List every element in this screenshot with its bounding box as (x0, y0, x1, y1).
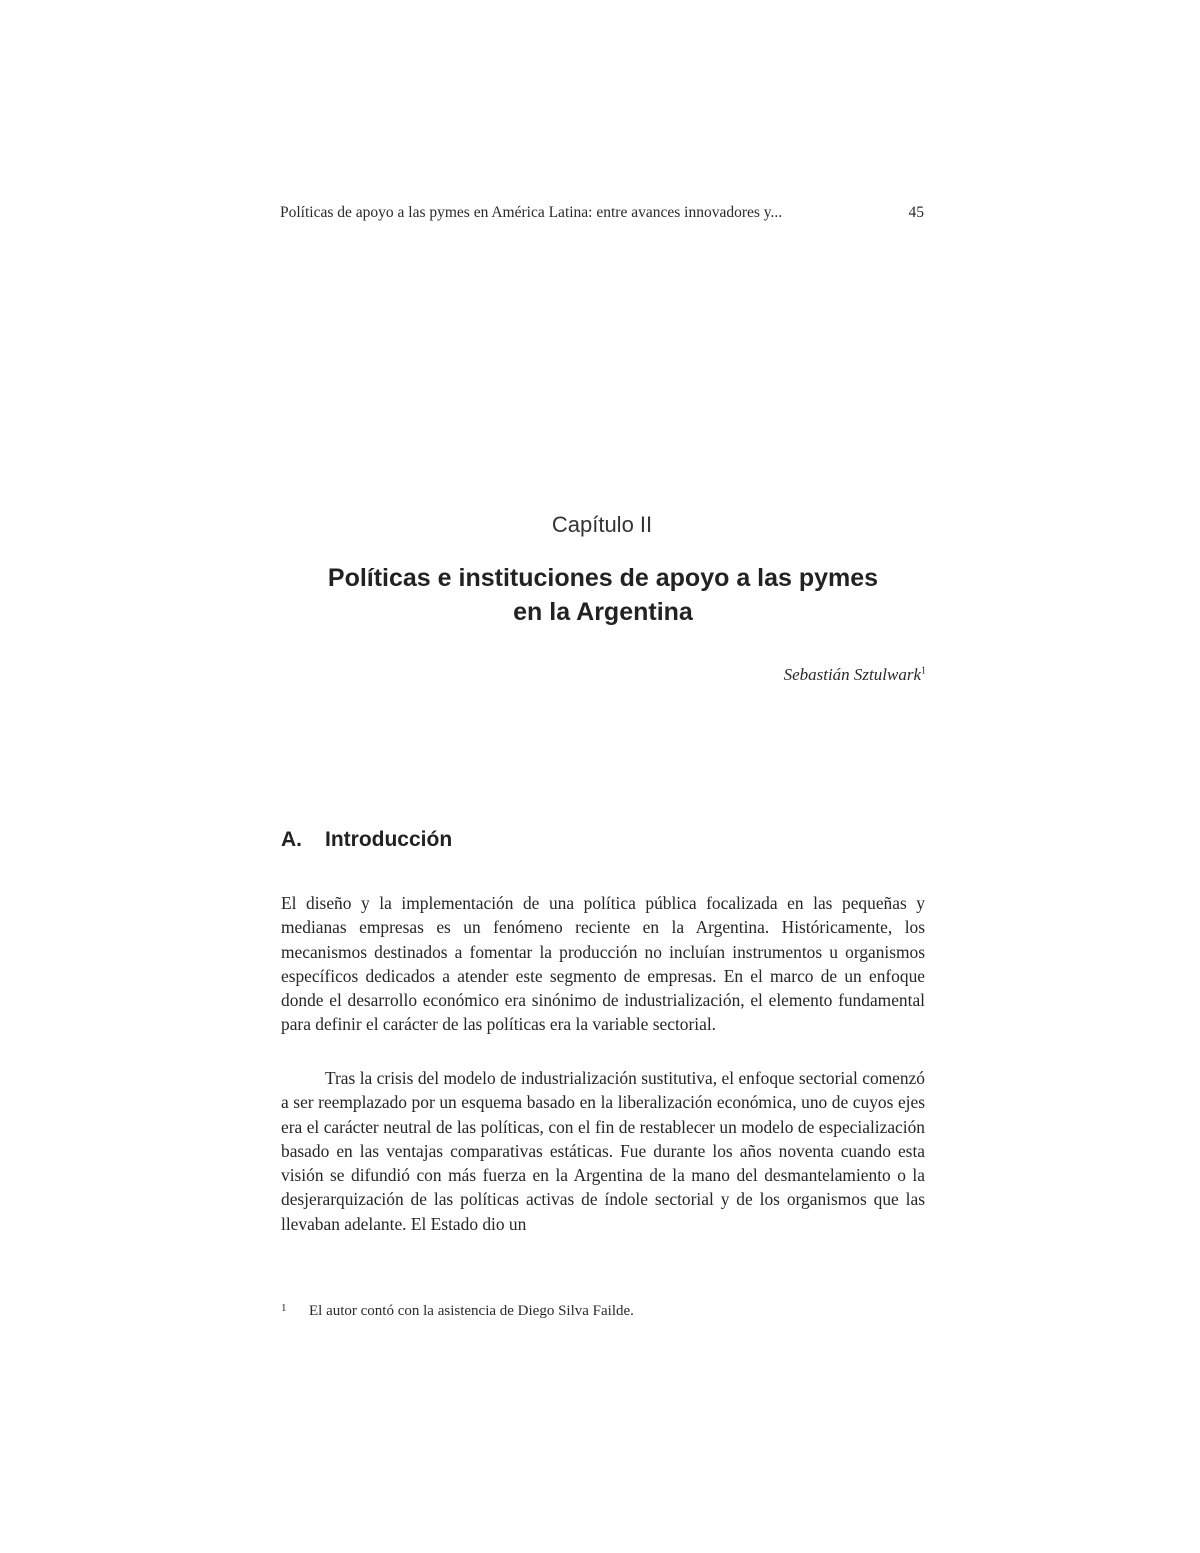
section-number: A. (281, 828, 302, 851)
chapter-title-line-1: Políticas e instituciones de apoyo a las pymes (327, 564, 879, 592)
running-header (280, 204, 926, 228)
chapter-title (240, 561, 966, 629)
body-paragraph-1: El diseño y la implementación de una política pública focalizada en las pequeñas y medianas empresas es un fenómeno reciente en la Argentina. Históricamente, los mecanismos destinados a fomentar la producción no incluían instrumentos u organismos específicos dedicados a atender este segmento de empresas. En el marco de un enfoque donde el desarrollo económico era sinónimo de industrialización, el elemento fundamental para definir el carácter de las políticas era la variable sectorial. (281, 893, 925, 1035)
author-footnote-ref[interactable]: 1 (921, 665, 926, 677)
footnote-1 (281, 1303, 925, 1320)
section-title: Introducción (325, 828, 453, 851)
page-number: 45 (908, 204, 924, 221)
author-name: Sebastián Sztulwark (783, 665, 921, 684)
running-title: Políticas de apoyo a las pymes en América Latina: entre avances innovadores y... (280, 204, 783, 221)
chapter-title-line-2: en la Argentina (513, 598, 693, 626)
section-heading (281, 828, 452, 852)
footnote-marker: 1 (281, 1302, 287, 1314)
author-byline (784, 665, 926, 685)
body-paragraph-2: Tras la crisis del modelo de industrialización sustitutiva, el enfoque sectorial comenzó a ser reemplazado por un esquema basado en la liberalización económica, uno de cuyos ejes era el carácter neutral de las políticas, con el fin de restablecer un modelo de especialización basado en las ventajas comparativas estáticas. Fue durante los años noventa cuando esta visión se difundió con más fuerza en la Argentina de la mano del desmantelamiento o la desjerarquización de las políticas activas de índole sectorial y de los organismos que las llevaban adelante. El Estado dio un (281, 1068, 925, 1234)
footnote-text: El autor contó con la asistencia de Diego Silva Failde. (309, 1303, 634, 1319)
chapter-label: Capítulo II (551, 512, 653, 537)
